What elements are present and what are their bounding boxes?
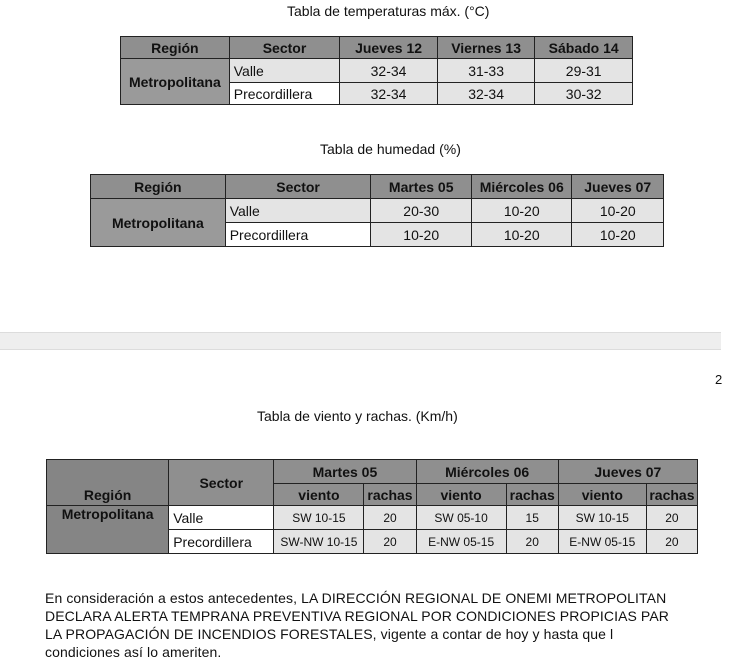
region-cell: Metropolitana [91, 199, 226, 247]
header-viento: viento [416, 484, 506, 506]
value-cell: 29-31 [535, 59, 633, 83]
paragraph-line: En consideración a estos antecedentes, LA DIRECCIÓN REGIONAL DE ONEMI METROPOLITAN [45, 590, 667, 606]
header-rachas: rachas [646, 484, 697, 506]
value-cell: SW 10-15 [558, 506, 646, 530]
sector-cell: Valle [229, 59, 340, 83]
header-sector: Sector [229, 37, 340, 59]
header-sector: Sector [169, 460, 274, 506]
header-rachas: rachas [364, 484, 416, 506]
header-day: Miércoles 06 [416, 460, 558, 484]
value-cell: 30-32 [535, 83, 633, 105]
value-cell: 20 [364, 530, 416, 554]
value-cell: SW 05-10 [416, 506, 506, 530]
temp-table-title: Tabla de temperaturas máx. (°C) [287, 3, 490, 19]
humidity-table [90, 174, 664, 247]
header-viento: viento [558, 484, 646, 506]
value-cell: 10-20 [471, 199, 572, 223]
wind-table [46, 459, 698, 554]
sector-cell: Precordillera [225, 223, 371, 247]
wind-table-title: Tabla de viento y rachas. (Km/h) [257, 408, 458, 424]
value-cell: 20 [364, 506, 416, 530]
paragraph-line: DECLARA ALERTA TEMPRANA PREVENTIVA REGIONAL POR CONDICIONES PROPICIAS PAR [45, 608, 669, 624]
value-cell: 32-34 [437, 83, 535, 105]
region-header: Región [47, 460, 169, 506]
value-cell: 20 [506, 530, 558, 554]
sector-cell: Valle [169, 506, 274, 530]
declaration-paragraph [45, 589, 735, 661]
value-cell: E-NW 05-15 [558, 530, 646, 554]
sector-cell: Precordillera [169, 530, 274, 554]
header-day: Martes 05 [274, 460, 416, 484]
value-cell: 20-30 [371, 199, 472, 223]
paragraph-line: condiciones así lo ameriten. [45, 644, 222, 660]
value-cell: 32-34 [340, 83, 438, 105]
page-number: 2 [715, 372, 723, 387]
value-cell: 20 [646, 530, 697, 554]
header-day: Sábado 14 [535, 37, 633, 59]
header-day: Miércoles 06 [471, 175, 572, 199]
header-region: Región [121, 37, 230, 59]
value-cell: 15 [506, 506, 558, 530]
header-rachas: rachas [506, 484, 558, 506]
header-day: Jueves 12 [340, 37, 438, 59]
value-cell: 20 [646, 506, 697, 530]
header-day: Jueves 07 [558, 460, 697, 484]
humidity-table-title: Tabla de humedad (%) [320, 141, 461, 157]
value-cell: 10-20 [471, 223, 572, 247]
value-cell: 31-33 [437, 59, 535, 83]
region-cell: Metropolitana [121, 59, 230, 105]
value-cell: 10-20 [572, 199, 664, 223]
value-cell: 10-20 [572, 223, 664, 247]
value-cell: SW 10-15 [274, 506, 364, 530]
header-day: Viernes 13 [437, 37, 535, 59]
header-day: Martes 05 [371, 175, 472, 199]
page-break [0, 332, 721, 350]
paragraph-line: LA PROPAGACIÓN DE INCENDIOS FORESTALES, vigente a contar de hoy y hasta que l [45, 626, 614, 642]
value-cell: 32-34 [340, 59, 438, 83]
header-region: Región [91, 175, 226, 199]
temp-table [120, 36, 633, 105]
value-cell: E-NW 05-15 [416, 530, 506, 554]
sector-cell: Precordillera [229, 83, 340, 105]
header-day: Jueves 07 [572, 175, 664, 199]
value-cell: SW-NW 10-15 [274, 530, 364, 554]
region-cell: Metropolitana [47, 506, 169, 554]
header-sector: Sector [225, 175, 371, 199]
value-cell: 10-20 [371, 223, 472, 247]
header-viento: viento [274, 484, 364, 506]
sector-cell: Valle [225, 199, 371, 223]
